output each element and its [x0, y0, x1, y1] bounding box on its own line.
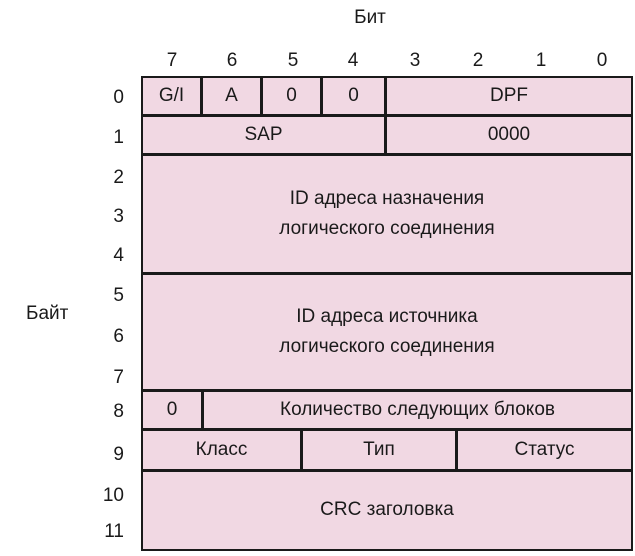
byte-number: 2	[113, 167, 124, 188]
field-source-id-line1: ID адреса источника	[296, 305, 478, 327]
field-status	[456, 429, 633, 471]
field-destination-id-line1: ID адреса назначения	[289, 187, 485, 209]
field-class-label: Класс	[195, 438, 248, 460]
field-a	[201, 76, 262, 116]
header-frame	[141, 76, 633, 551]
bit-number: 4	[347, 50, 359, 71]
field-gi-label: G/I	[158, 84, 185, 106]
field-dpf-label: DPF	[490, 84, 528, 106]
field-zero-bit4-label: 0	[348, 84, 359, 106]
byte-number: 6	[113, 326, 124, 347]
field-source-id-line2: логического соединения	[279, 336, 495, 357]
bit-axis-title: Бит	[354, 7, 386, 28]
bit-number: 5	[287, 50, 299, 71]
field-a-label: A	[225, 84, 238, 106]
field-destination-id-line2: логического соединения	[279, 218, 495, 239]
field-type	[301, 429, 457, 471]
field-source-id	[141, 273, 633, 391]
field-reserved-label: 0000	[487, 123, 531, 145]
byte-number: 5	[113, 285, 124, 306]
byte-number: 3	[113, 206, 124, 227]
byte-number: 8	[113, 401, 124, 422]
byte-number: 11	[104, 521, 124, 542]
bit-number: 7	[166, 50, 178, 71]
field-reserved	[385, 115, 633, 155]
field-block-count	[202, 390, 633, 430]
field-zero-bit4	[321, 76, 386, 116]
field-zero-byte8	[141, 390, 203, 430]
bit-number: 6	[226, 50, 238, 71]
byte-number: 7	[113, 367, 124, 388]
field-zero-byte8-label: 0	[166, 398, 178, 420]
byte-number: 9	[113, 444, 124, 465]
field-gi	[141, 76, 202, 116]
field-zero-bit5-label: 0	[286, 84, 297, 106]
bit-number: 3	[409, 50, 421, 71]
byte-number: 4	[113, 245, 124, 266]
field-block-count-label: Количество следующих блоков	[280, 398, 555, 420]
byte-number: 0	[113, 87, 124, 108]
byte-number: 10	[102, 485, 124, 506]
field-sap	[141, 115, 386, 155]
bit-number: 2	[472, 50, 484, 71]
bit-number: 0	[596, 50, 608, 71]
field-dpf	[385, 76, 633, 116]
byte-number: 1	[113, 127, 124, 148]
field-type-label: Тип	[363, 438, 395, 460]
field-status-label: Статус	[514, 438, 575, 460]
field-crc	[141, 470, 633, 551]
field-zero-bit5	[261, 76, 322, 116]
bit-number: 1	[535, 50, 547, 71]
field-crc-label: CRC заголовка	[320, 499, 454, 521]
field-destination-id	[141, 154, 633, 274]
field-sap-label: SAP	[244, 123, 283, 145]
field-class	[141, 429, 302, 471]
byte-axis-title: Байт	[26, 303, 69, 324]
